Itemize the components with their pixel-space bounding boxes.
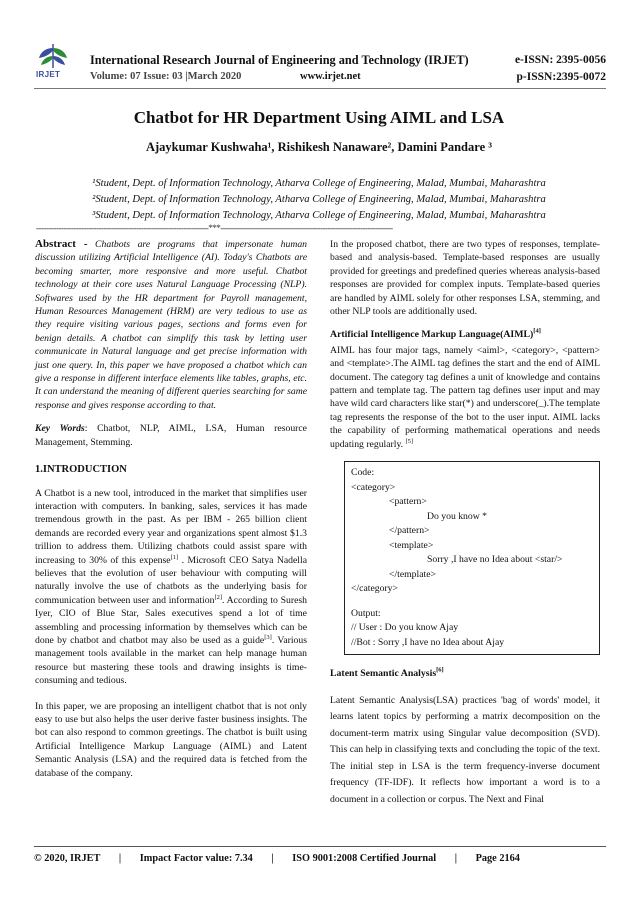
responses-paragraph: In the proposed chatbot, there are two types of responses, template-based and analysis-based. Template-based responses are usually provided for greetings and predefined queries whereas analysis-based responses are provided for complex inputs. Template-based queries are handled by AIML solely for other responses LSA, stemming, and other NLP tools are additionally used.: [330, 239, 600, 318]
aiml-text: AIML has four major tags, namely <aiml>, <category>, <pattern> and <template>.The AIML tag defines the start and the end of AIML document. The category tag defines a unit of knowledge and contains pattern and template tag. The pattern tag defines user input and may have wild card characters like star(*) and underscore(_).The template tag represents the response of the bot to the user input. AIML lacks the capability of performing mathematical operations and needs updating regularly.: [330, 344, 600, 450]
right-column: [330, 238, 600, 817]
page-footer: [34, 853, 606, 864]
lsa-heading-text: Latent Semantic Analysis: [330, 668, 437, 680]
intro-text-a: A Chatbot is a new tool, introduced in the market that simplifies user interaction with computers. In banking, sales, services it has made tremendous growth in the past. As per IBM - 265 billion client demands are recorded every year and organizations spent almost $1.3 trillion to address them. Utilizing chatbots could assist spare with increasing to 30% of this expense: [35, 487, 307, 566]
title-separator: ---------------------------------------------------------------------***---------------------------------------------------------------------: [36, 223, 393, 233]
e-issn: e-ISSN: 2395-0056: [514, 54, 606, 66]
introduction-heading: 1.INTRODUCTION: [35, 464, 127, 476]
abstract: [35, 238, 307, 412]
footer-divider: [34, 846, 606, 847]
footer-separator: |: [454, 853, 458, 864]
footer-separator: |: [271, 853, 274, 864]
citation-2[interactable]: [2]: [214, 593, 223, 601]
code-line: Do you know *: [427, 510, 488, 522]
code-line: // User : Do you know Ajay: [351, 622, 459, 634]
aiml-heading-text: Artificial Intelligence Markup Language(AIML): [330, 329, 534, 341]
code-line: </category>: [351, 583, 398, 595]
paper-authors: Ajaykumar Kushwaha¹, Rishikesh Nanaware², Damini Pandare ³: [145, 140, 493, 154]
abstract-text: Chatbots are programs that impersonate human discussion utilizing Artificial Intelligence (AI). Today's Chatbots are becoming smarter, more responsive and more useful. Chatbot technology at their core uses Natural Language Processing (NLP). Softwares used by the HR department for Payroll management, Human Resources Management (HRM) are very tedious to use as they require visiting various pages, sections and forms even for benign details. A chatbot can simplify this task by letting user communicate in Natural language and get precise information with just one query. In, this paper we have proposed a chatbot which can give a response in different interface elements like tables, graphs, etc. It can understand the meaning of different queries searching for same response and gives response according to that.: [35, 239, 308, 411]
aiml-paragraph: [330, 344, 600, 451]
footer-page-number: Page 2164: [475, 853, 520, 864]
footer-copyright: © 2020, IRJET: [34, 853, 101, 864]
code-line: <category>: [351, 481, 396, 493]
left-column: [35, 238, 307, 788]
affiliation-2: ²Student, Dept. of Information Technology, Atharva College of Engineering, Malad, Mumbai, Maharashtra: [92, 194, 546, 205]
intro-text-d: . Various management tools available in the market can help manage human resource but mastering these tools and drawing insights is time-consuming and tedious.: [35, 634, 307, 687]
header-divider: [34, 88, 606, 89]
lsa-heading: [330, 667, 600, 680]
citation-1[interactable]: [1]: [170, 553, 179, 561]
logo-label: IRJET: [36, 70, 61, 79]
affiliation-1: ¹Student, Dept. of Information Technology, Atharva College of Engineering, Malad, Mumbai, Maharashtra: [92, 178, 546, 189]
journal-website-link[interactable]: www.irjet.net: [300, 71, 361, 82]
irjet-logo: [34, 42, 72, 82]
code-line: Output:: [351, 607, 381, 619]
footer-separator: |: [118, 853, 122, 864]
leaf-logo-icon: [34, 42, 72, 72]
code-sample-box: [344, 461, 600, 655]
code-line: Code:: [351, 467, 375, 479]
code-line: Sorry ,I have no Idea about <star/>: [427, 554, 563, 566]
paper-title: Chatbot for HR Department Using AIML and LSA: [133, 108, 505, 127]
code-line: //Bot : Sorry ,I have no Idea about Ajay: [351, 636, 505, 648]
code-line: <pattern>: [389, 496, 427, 508]
p-issn: p-ISSN:2395-0072: [516, 71, 606, 83]
citation-4[interactable]: [4]: [533, 328, 541, 336]
code-line: <template>: [389, 539, 434, 551]
code-line: </template>: [389, 568, 436, 580]
footer-iso: ISO 9001:2008 Certified Journal: [292, 853, 437, 864]
citation-6[interactable]: [6]: [436, 666, 444, 674]
code-line: </pattern>: [389, 525, 430, 537]
aiml-heading: [330, 328, 600, 341]
keywords-text: : Chatbot, NLP, AIML, LSA, Human resource Management, Stemming.: [35, 423, 307, 448]
volume-issue: Volume: 07 Issue: 03 |March 2020: [90, 71, 242, 82]
affiliation-3: ³Student, Dept. of Information Technology, Atharva College of Engineering, Malad, Mumbai, Maharashtra: [92, 210, 546, 221]
lsa-paragraph: Latent Semantic Analysis(LSA) practices 'bag of words' model, it learns latent topics by performing a matrix decomposition on the document-term matrix using Singular value decomposition (SVD). This can help in classifying texts and concluding the topic of the text. The initial step in LSA is the term frequency-inverse document frequency (TF-IDF). It reflects how important a word is to a document in a collection or corpus. The Next and Final: [330, 694, 600, 806]
journal-header: [34, 42, 606, 82]
footer-impact-factor: Impact Factor value: 7.34: [139, 853, 253, 864]
keywords: [35, 422, 307, 449]
abstract-label: Abstract -: [35, 238, 88, 250]
keywords-label: Key Words: [35, 423, 85, 435]
code-spacer: [351, 597, 593, 607]
citation-5[interactable]: [5]: [405, 437, 414, 445]
intro-paragraph-1: [35, 487, 307, 688]
intro-paragraph-2: In this paper, we are proposing an intelligent chatbot that is not only easy to use but also helps the user derive faster business insights. The bot can also respond to common greetings. The chatbot is built using Artificial Intelligence Markup Language (AIML) and Latent Semantic Analysis (LSA) and the required data is fetched from the database of the company.: [35, 700, 307, 779]
intro-text-b: . Microsoft CEO Satya Nadella believes that the evolution of user behaviour with computing will naturally involve the use of chatbots as the underlying basis for communication between user and information: [35, 554, 307, 606]
citation-3[interactable]: [3]: [264, 633, 272, 641]
intro-text-c: . According to Suresh Iyer, CIO of Blue Star, Sales executives spend a lot of time assembling and processing information by themselves which can be done by chatbot and chatbot may also be used as a guide: [35, 594, 307, 646]
journal-title: International Research Journal of Engineering and Technology (IRJET): [90, 53, 469, 67]
